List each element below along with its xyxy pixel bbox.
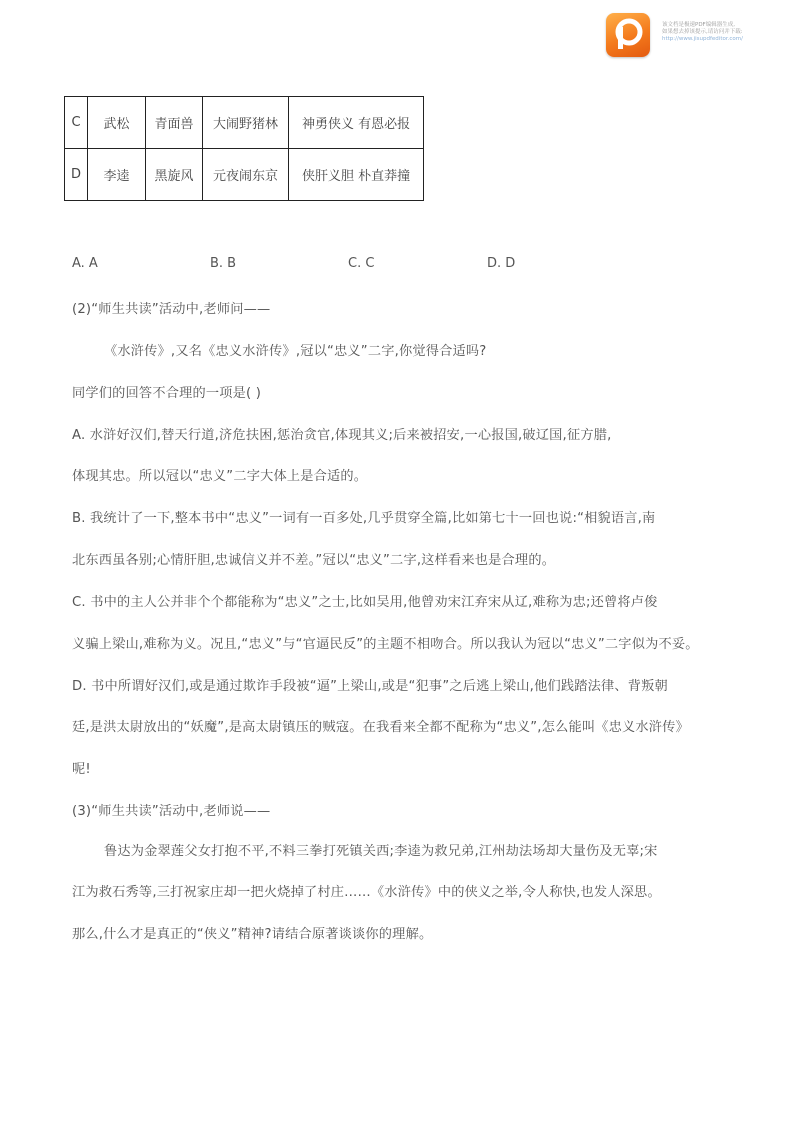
question-2-quote: 《水浒传》,又名《忠义水浒传》,冠以“忠义”二字,你觉得合适吗? [104,344,487,359]
table-row [65,149,424,201]
options-table [64,96,424,201]
option-text-line: 北东西虽各别;心情肝胆,忠诚信义并不差。”冠以“忠义”二字,这样看来也是合理的。 [72,553,556,568]
choice-a[interactable]: A. A [72,256,98,271]
question-3-intro: (3)“师生共读”活动中,老师说—— [72,804,271,819]
option-text-line: D. 书中所谓好汉们,或是通过欺诈手段被“逼”上梁山,或是“犯事”之后逃上梁山,他们践踏法律、背叛朝 [72,679,668,694]
table-cell: 大闹野猪林 [203,97,289,149]
question-3-body-line: 江为救石秀等,三打祝家庄却一把火烧掉了村庄……《水浒传》中的侠义之举,令人称快,也发人深思。 [72,885,661,900]
option-text-line: 义骗上梁山,难称为义。况且,“忠义”与“官逼民反”的主题不相吻合。所以我认为冠以“忠义”二字似为不妥。 [72,637,699,652]
table-cell: 元夜闹东京 [203,149,289,201]
watermark-url: http://www.jisupdfeditor.com/ [662,36,743,42]
pdf-editor-watermark [606,13,786,59]
question-3-body-line: 那么,什么才是真正的“侠义”精神?请结合原著谈谈你的理解。 [72,927,433,942]
choice-c[interactable]: C. C [348,256,375,271]
table-cell: C [65,97,88,149]
option-text-line: 呢! [72,762,91,777]
table-cell: 侠肝义胆 朴直莽撞 [289,149,424,201]
table-cell: 青面兽 [146,97,203,149]
choice-d[interactable]: D. D [487,256,516,271]
option-text-line: C. 书中的主人公并非个个都能称为“忠义”之士,比如吴用,他曾劝宋江弃宋从辽,难称为忠;还曾将卢俊 [72,595,658,610]
option-text-line: 体现其忠。所以冠以“忠义”二字大体上是合适的。 [72,469,368,484]
table-cell: 李逵 [88,149,146,201]
question-2-prompt: 同学们的回答不合理的一项是( ) [72,386,262,401]
watermark-line: 如果想去掉该提示,请访问并下载: [662,29,743,35]
table-row [65,97,424,149]
choice-b[interactable]: B. B [210,256,237,271]
watermark-line: 该文档是极速PDF编辑器生成, [662,22,735,28]
table-cell: 神勇侠义 有恩必报 [289,97,424,149]
table-cell: 武松 [88,97,146,149]
question-2-intro: (2)“师生共读”活动中,老师问—— [72,302,271,317]
pdf-editor-logo-icon [606,13,650,57]
table-cell: 黑旋风 [146,149,203,201]
option-text-line: B. 我统计了一下,整本书中“忠义”一词有一百多处,几乎贯穿全篇,比如第七十一回也说:“相貌语言,南 [72,511,656,526]
question-3-body-line: 鲁达为金翠莲父女打抱不平,不料三拳打死镇关西;李逵为救兄弟,江州劫法场却大量伤及无辜;宋 [104,844,658,859]
option-text-line: 廷,是洪太尉放出的“妖魔”,是高太尉镇压的贼寇。在我看来全都不配称为“忠义”,怎么能叫《忠义水浒传》 [72,720,689,735]
watermark-caption [662,22,786,43]
option-text-line: A. 水浒好汉们,替天行道,济危扶困,惩治贪官,体现其义;后来被招安,一心报国,破辽国,征方腊, [72,428,612,443]
table-cell: D [65,149,88,201]
